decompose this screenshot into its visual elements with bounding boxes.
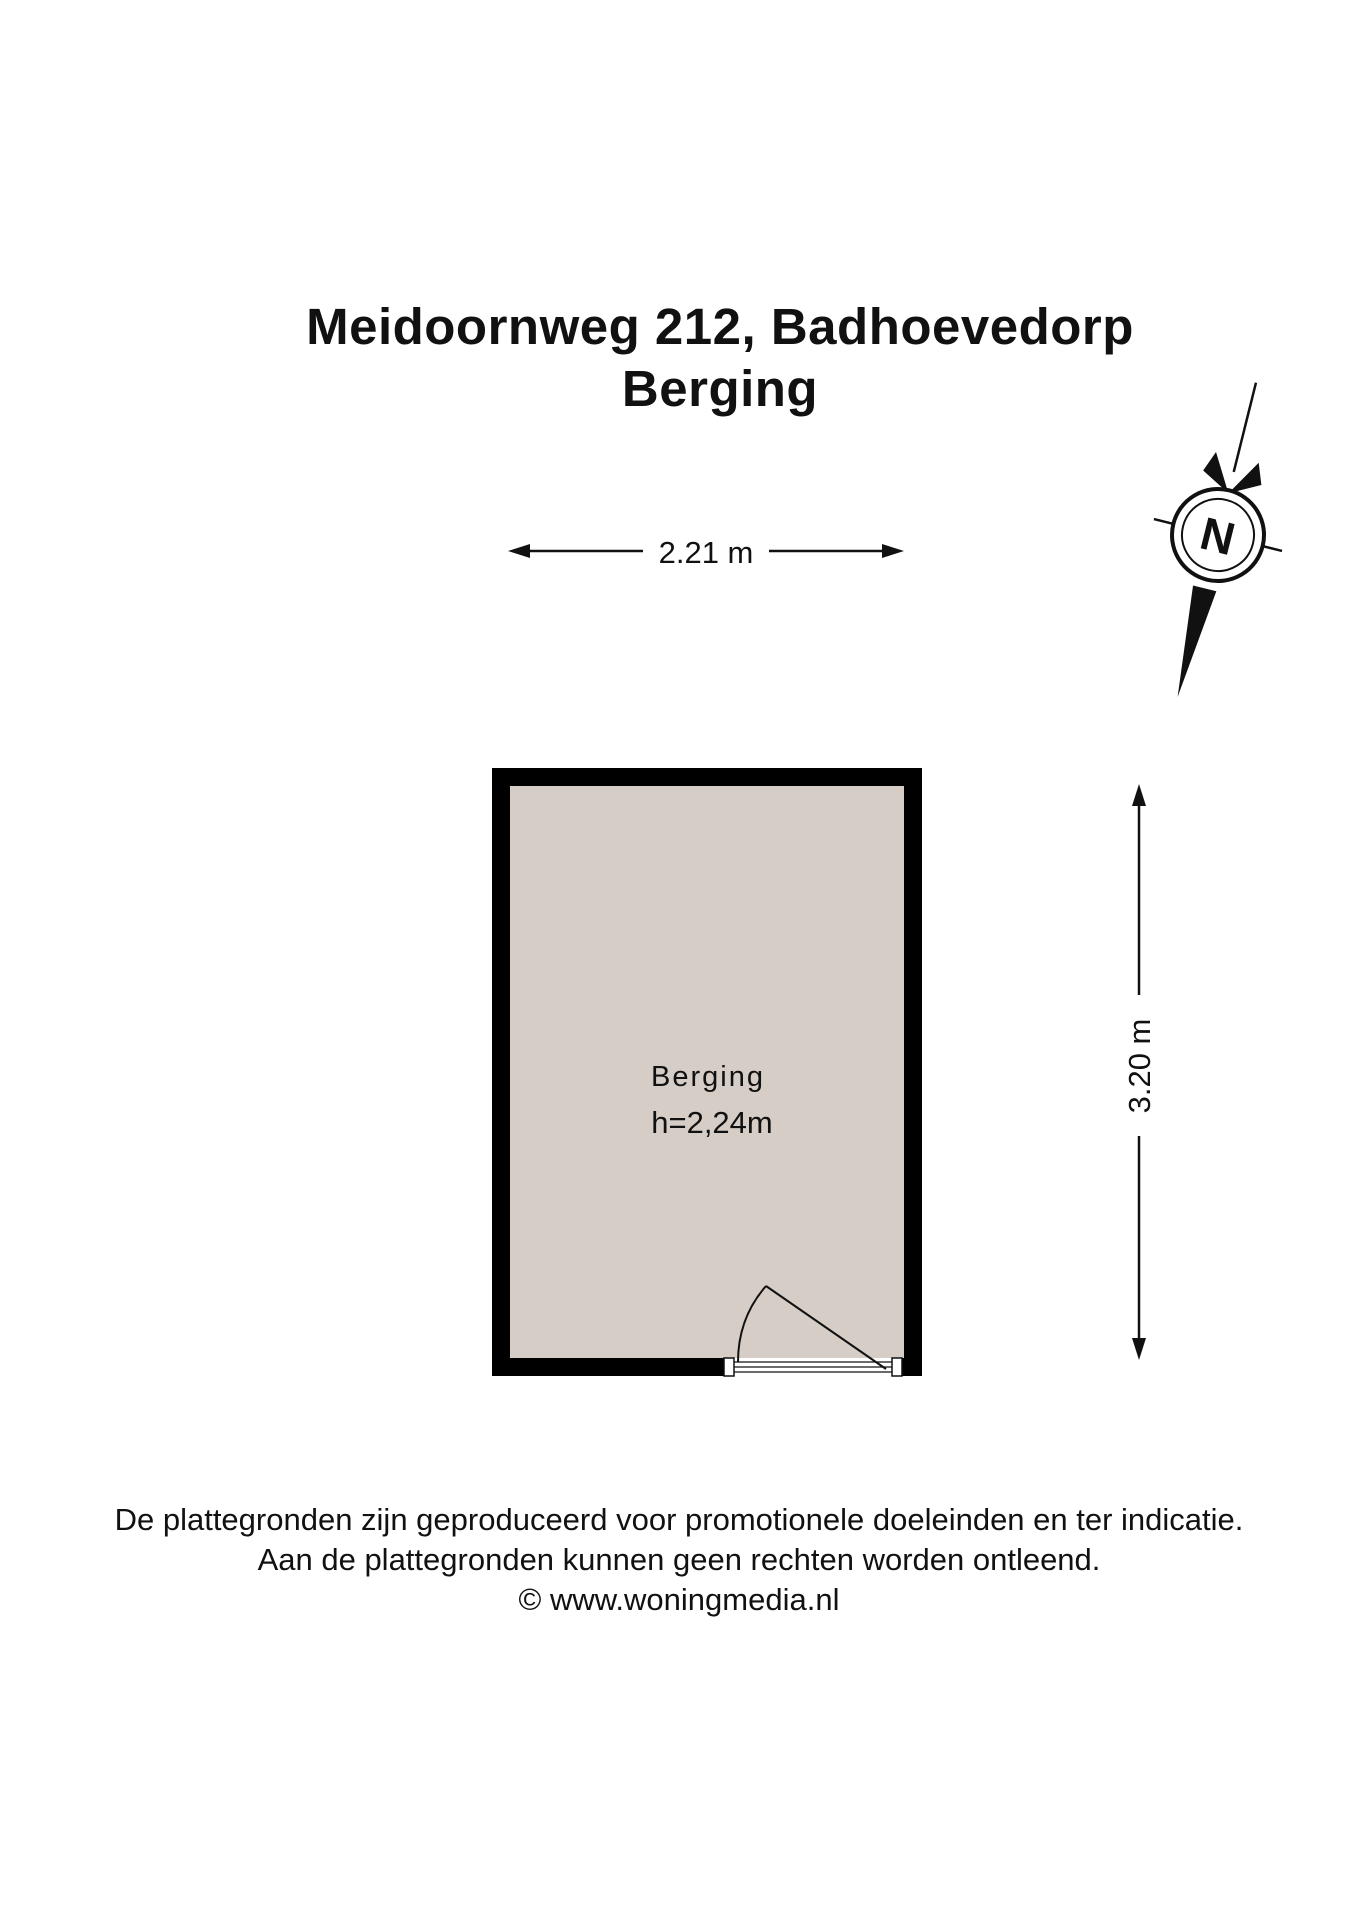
depth-dimension xyxy=(1122,784,1157,1360)
width-label: 2.21 m xyxy=(658,535,754,570)
page-title: Meidoornweg 212, Badhoevedorp xyxy=(306,298,1134,355)
arrow-down-icon xyxy=(1132,1338,1146,1360)
width-dimension xyxy=(508,535,904,570)
floor-subtitle: Berging xyxy=(621,360,819,417)
arrow-up-icon xyxy=(1132,784,1146,806)
disclaimer-line-2: Aan de plattegronden kunnen geen rechten worden ontleend. xyxy=(257,1542,1101,1577)
room-name-label: Berging xyxy=(651,1061,765,1093)
disclaimer-line-1: De plattegronden zijn geproduceerd voor promotionele doeleinden en ter indicatie. xyxy=(114,1502,1244,1537)
copyright-line: © www.woningmedia.nl xyxy=(518,1582,840,1617)
room-height-label: h=2,24m xyxy=(651,1105,773,1140)
room-berging xyxy=(492,768,922,1376)
depth-label: 3.20 m xyxy=(1122,1018,1157,1114)
arrow-left-icon xyxy=(508,544,530,558)
arrow-right-icon xyxy=(882,544,904,558)
compass-north-label: N xyxy=(1195,506,1241,566)
north-compass-icon xyxy=(1114,367,1320,713)
